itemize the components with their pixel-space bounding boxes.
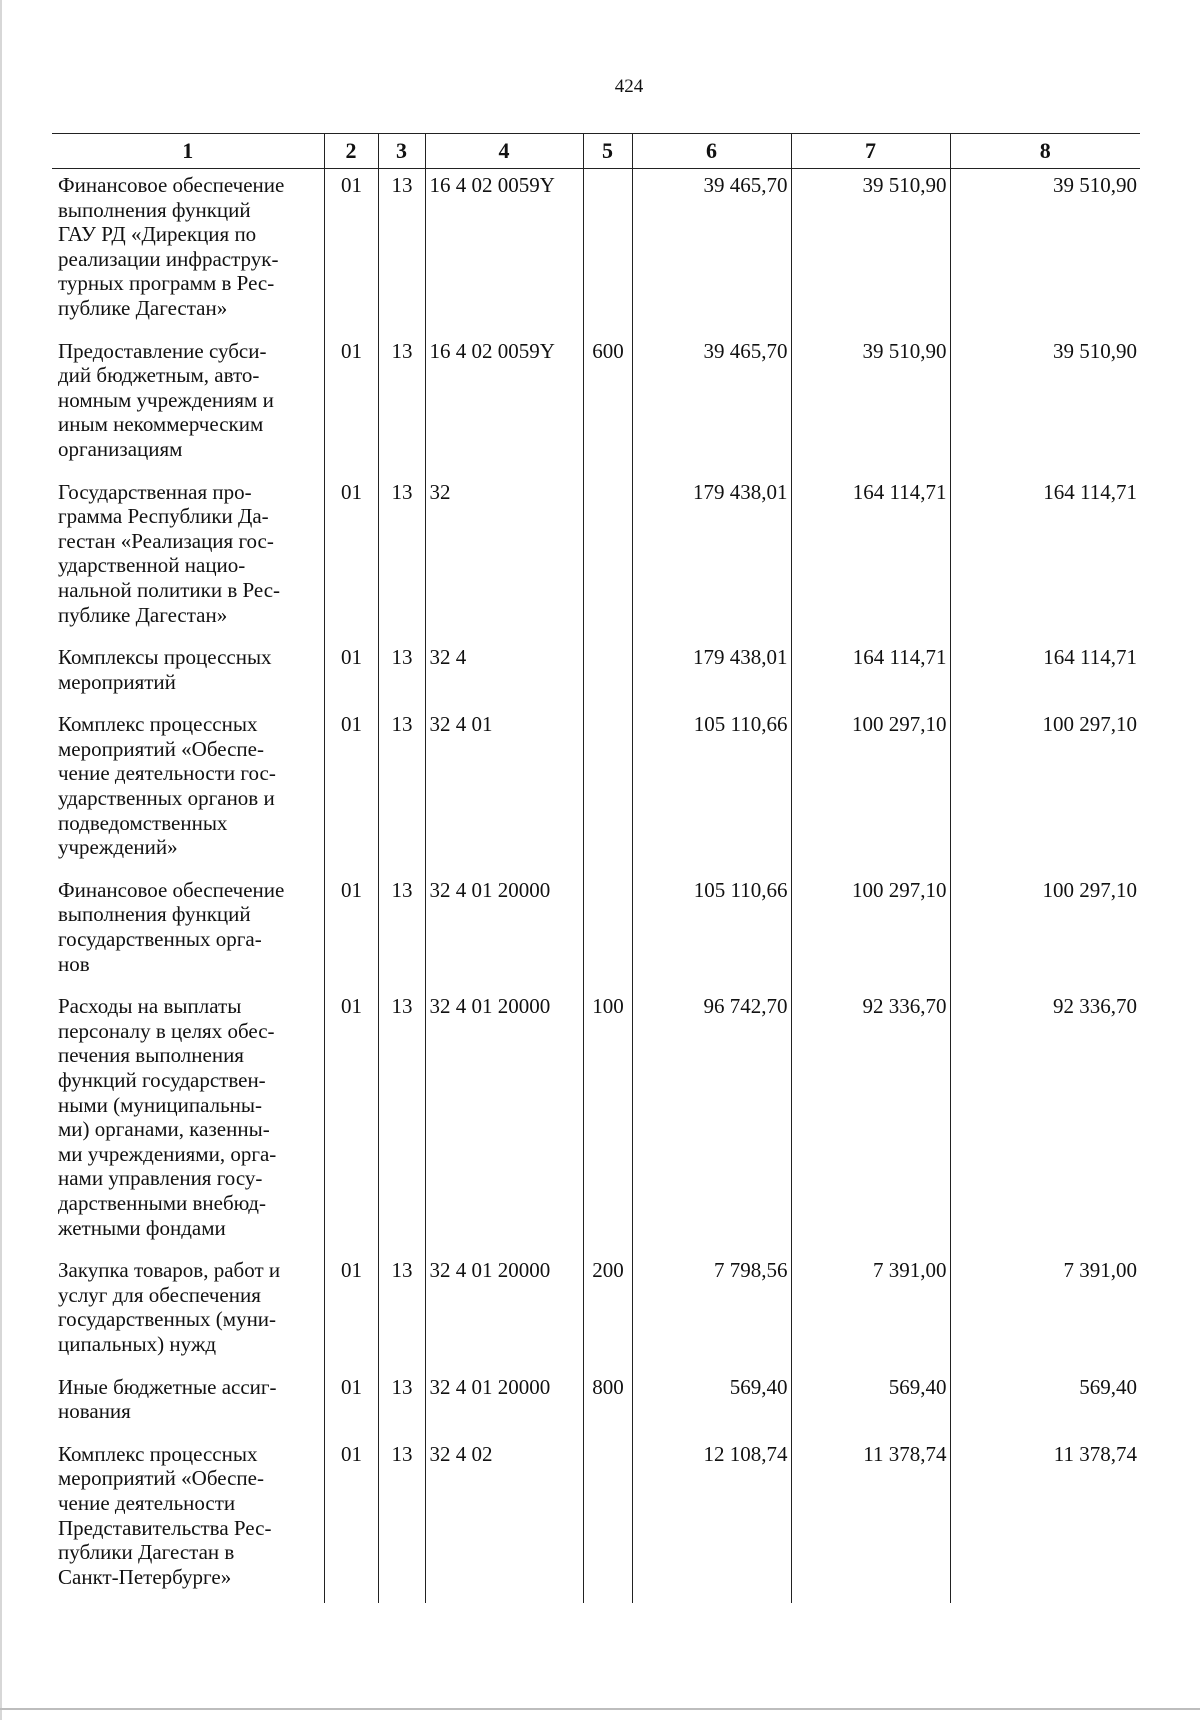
row-amount-year-3: 100 297,10 <box>950 708 1140 874</box>
row-name <box>52 990 324 1254</box>
row-subsection-code: 13 <box>378 1254 425 1370</box>
row-amount-year-1: 105 110,66 <box>632 708 791 874</box>
row-name-line: реализации инфраструк- <box>58 246 279 271</box>
row-section-code: 01 <box>324 641 378 708</box>
row-name-line: грамма Республики Да- <box>58 504 269 529</box>
row-name-line: Представительства Рес- <box>58 1515 272 1540</box>
row-name-line: ми) органами, казенны- <box>58 1117 270 1142</box>
row-amount-year-1: 96 742,70 <box>632 990 791 1254</box>
row-amount-year-2: 100 297,10 <box>791 708 950 874</box>
row-name <box>52 874 324 990</box>
row-name-line: услуг для обеспечения <box>58 1282 261 1307</box>
row-amount-year-2: 7 391,00 <box>791 1254 950 1370</box>
row-amount-year-3: 164 114,71 <box>950 641 1140 708</box>
row-amount-year-2: 164 114,71 <box>791 641 950 708</box>
header-col-1: 1 <box>52 134 324 169</box>
row-name-line: Предоставление субси- <box>58 338 267 363</box>
row-name-line: нов <box>58 951 90 976</box>
row-amount-year-3: 164 114,71 <box>950 476 1140 642</box>
row-target-article: 32 4 01 20000 <box>425 1371 583 1438</box>
header-col-7: 7 <box>791 134 950 169</box>
row-amount-year-3: 11 378,74 <box>950 1438 1140 1604</box>
row-subsection-code: 13 <box>378 335 425 476</box>
row-subsection-code: 13 <box>378 169 425 335</box>
row-name <box>52 169 324 335</box>
row-amount-year-1: 179 438,01 <box>632 476 791 642</box>
row-name-line: иным некоммерческим <box>58 412 264 437</box>
row-section-code: 01 <box>324 476 378 642</box>
row-amount-year-2: 11 378,74 <box>791 1438 950 1604</box>
row-name-line: публике Дагестан» <box>58 295 228 320</box>
row-name-line: подведомственных <box>58 810 228 835</box>
row-name-line: нами управления госу- <box>58 1166 263 1191</box>
row-name-line: дарственными внебюд- <box>58 1190 266 1215</box>
row-name-line: нования <box>58 1399 131 1424</box>
row-section-code: 01 <box>324 1438 378 1604</box>
row-subsection-code: 13 <box>378 1438 425 1604</box>
row-name-line: дий бюджетным, авто- <box>58 363 260 388</box>
row-section-code: 01 <box>324 708 378 874</box>
row-expense-type <box>583 641 632 708</box>
row-amount-year-3: 569,40 <box>950 1371 1140 1438</box>
row-expense-type <box>583 874 632 990</box>
row-name <box>52 641 324 708</box>
row-amount-year-2: 569,40 <box>791 1371 950 1438</box>
header-col-3: 3 <box>378 134 425 169</box>
row-name-line: государственных (муни- <box>58 1307 277 1332</box>
table-row <box>52 476 1140 642</box>
table-row <box>52 169 1140 335</box>
row-amount-year-3: 39 510,90 <box>950 169 1140 335</box>
row-name-line: нальной политики в Рес- <box>58 577 281 602</box>
table-row <box>52 874 1140 990</box>
row-name-line: Закупка товаров, работ и <box>58 1258 281 1283</box>
row-name-line: мероприятий «Обеспе- <box>58 736 264 761</box>
row-amount-year-2: 39 510,90 <box>791 335 950 476</box>
row-name-line: Комплекс процессных <box>58 712 258 737</box>
row-amount-year-1: 39 465,70 <box>632 335 791 476</box>
row-target-article: 32 4 01 20000 <box>425 1254 583 1370</box>
row-section-code: 01 <box>324 874 378 990</box>
row-section-code: 01 <box>324 335 378 476</box>
row-expense-type: 200 <box>583 1254 632 1370</box>
header-col-8: 8 <box>950 134 1140 169</box>
row-target-article: 32 4 01 <box>425 708 583 874</box>
row-target-article: 32 4 01 20000 <box>425 990 583 1254</box>
row-target-article: 32 4 01 20000 <box>425 874 583 990</box>
table-row <box>52 990 1140 1254</box>
row-name <box>52 1438 324 1604</box>
row-name-line: выполнения функций <box>58 902 251 927</box>
row-name <box>52 708 324 874</box>
header-col-4: 4 <box>425 134 583 169</box>
row-name-line: мероприятий <box>58 669 176 694</box>
table-row <box>52 1371 1140 1438</box>
row-name-line: Финансовое обеспечение <box>58 877 285 902</box>
row-name <box>52 335 324 476</box>
page-number: 424 <box>614 76 644 97</box>
row-section-code: 01 <box>324 169 378 335</box>
row-subsection-code: 13 <box>378 641 425 708</box>
row-name-line: номным учреждениям и <box>58 387 274 412</box>
table-row <box>52 641 1140 708</box>
row-amount-year-1: 179 438,01 <box>632 641 791 708</box>
header-col-2: 2 <box>324 134 378 169</box>
row-name-line: ГАУ РД «Дирекция по <box>58 222 257 247</box>
header-col-5: 5 <box>583 134 632 169</box>
row-name-line: чение деятельности гос- <box>58 761 276 786</box>
row-amount-year-1: 39 465,70 <box>632 169 791 335</box>
row-name-line: мероприятий «Обеспе- <box>58 1466 264 1491</box>
row-name-line: турных программ в Рес- <box>58 271 275 296</box>
row-subsection-code: 13 <box>378 990 425 1254</box>
row-amount-year-3: 100 297,10 <box>950 874 1140 990</box>
row-name-line: организациям <box>58 436 183 461</box>
row-name-line: ми учреждениями, орга- <box>58 1141 277 1166</box>
row-name-line: ципальных) нужд <box>58 1331 217 1356</box>
row-section-code: 01 <box>324 990 378 1254</box>
table-row <box>52 335 1140 476</box>
table-row <box>52 1254 1140 1370</box>
row-amount-year-1: 7 798,56 <box>632 1254 791 1370</box>
row-name-line: Комплекс процессных <box>58 1441 258 1466</box>
row-subsection-code: 13 <box>378 708 425 874</box>
table-row <box>52 708 1140 874</box>
row-name-line: Санкт-Петербурге» <box>58 1564 232 1589</box>
row-amount-year-2: 39 510,90 <box>791 169 950 335</box>
row-expense-type: 600 <box>583 335 632 476</box>
row-expense-type <box>583 169 632 335</box>
header-col-6: 6 <box>632 134 791 169</box>
scan-bottom-edge <box>0 1708 1200 1710</box>
row-amount-year-1: 105 110,66 <box>632 874 791 990</box>
row-name-line: ными (муниципальны- <box>58 1092 263 1117</box>
row-name-line: Расходы на выплаты <box>58 994 242 1019</box>
row-amount-year-1: 569,40 <box>632 1371 791 1438</box>
table-row <box>52 1438 1140 1604</box>
row-expense-type: 800 <box>583 1371 632 1438</box>
row-name <box>52 476 324 642</box>
row-amount-year-1: 12 108,74 <box>632 1438 791 1604</box>
row-name-line: печения выполнения <box>58 1043 244 1068</box>
row-amount-year-3: 7 391,00 <box>950 1254 1140 1370</box>
row-name-line: учреждений» <box>58 835 178 860</box>
row-name-line: функций государствен- <box>58 1068 266 1092</box>
row-amount-year-3: 39 510,90 <box>950 335 1140 476</box>
row-name-line: ударственных органов и <box>58 786 275 811</box>
row-subsection-code: 13 <box>378 1371 425 1438</box>
row-section-code: 01 <box>324 1254 378 1370</box>
row-name-line: Комплексы процессных <box>58 645 272 670</box>
row-target-article: 32 4 02 <box>425 1438 583 1604</box>
row-name-line: Государственная про- <box>58 479 252 504</box>
row-name-line: персоналу в целях обес- <box>58 1018 275 1043</box>
row-name-line: Финансовое обеспечение <box>58 173 285 197</box>
budget-table <box>52 133 1140 1603</box>
row-subsection-code: 13 <box>378 476 425 642</box>
table-body <box>52 169 1140 1604</box>
row-amount-year-2: 100 297,10 <box>791 874 950 990</box>
header-row <box>52 134 1140 169</box>
row-name-line: публики Дагестан в <box>58 1540 235 1565</box>
row-name-line: государственных орга- <box>58 927 262 952</box>
row-amount-year-2: 164 114,71 <box>791 476 950 642</box>
row-name-line: выполнения функций <box>58 197 251 222</box>
row-target-article: 32 <box>425 476 583 642</box>
row-subsection-code: 13 <box>378 874 425 990</box>
row-name <box>52 1254 324 1370</box>
row-name <box>52 1371 324 1438</box>
row-name-line: Иные бюджетные ассиг- <box>58 1374 277 1399</box>
row-target-article: 16 4 02 0059Y <box>425 169 583 335</box>
row-expense-type <box>583 1438 632 1604</box>
row-name-line: гестан «Реализация гос- <box>58 528 274 553</box>
row-name-line: ударственной нацио- <box>58 553 246 578</box>
row-amount-year-3: 92 336,70 <box>950 990 1140 1254</box>
row-name-line: жетными фондами <box>58 1215 226 1240</box>
row-target-article: 32 4 <box>425 641 583 708</box>
row-expense-type <box>583 708 632 874</box>
row-target-article: 16 4 02 0059Y <box>425 335 583 476</box>
row-section-code: 01 <box>324 1371 378 1438</box>
row-name-line: публике Дагестан» <box>58 602 228 627</box>
row-expense-type <box>583 476 632 642</box>
row-amount-year-2: 92 336,70 <box>791 990 950 1254</box>
scan-left-edge <box>0 0 2 1720</box>
row-name-line: чение деятельности <box>58 1490 236 1515</box>
row-expense-type: 100 <box>583 990 632 1254</box>
